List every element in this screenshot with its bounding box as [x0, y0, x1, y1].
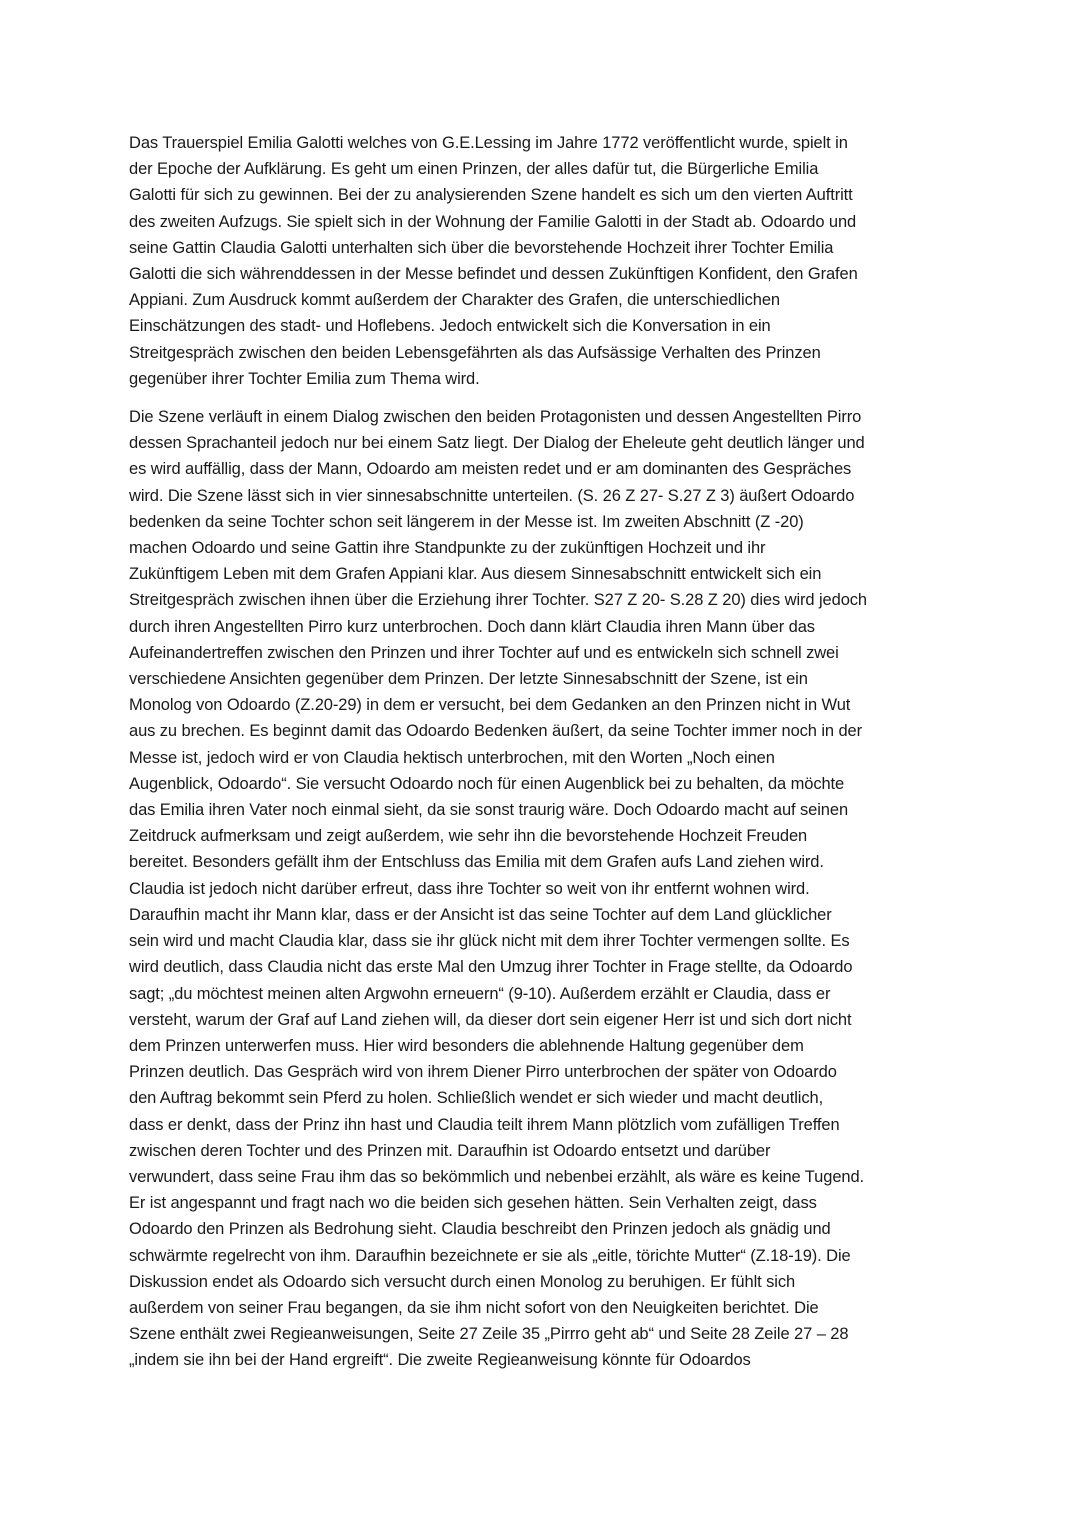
paragraph — [129, 404, 955, 1374]
text-line: Galotti die sich währenddessen in der Messe befindet und dessen Zukünftigen Konfident, den Grafen — [129, 265, 858, 284]
text-line: bedenken da seine Tochter schon seit längerem in der Messe ist. Im zweiten Abschnitt (Z -20) — [129, 512, 804, 531]
text-line: Streitgespräch zwischen ihnen über die Erziehung ihrer Tochter. S27 Z 20- S.28 Z 20) dies wird jedoch — [129, 591, 868, 610]
text-line: Claudia ist jedoch nicht darüber erfreut, dass ihre Tochter so weit von ihr entfernt wohnen wird. — [129, 879, 810, 898]
text-line: Augenblick, Odoardo“. Sie versucht Odoardo noch für einen Augenblick bei zu behalten, da möchte — [129, 774, 845, 793]
text-line: wird deutlich, dass Claudia nicht das erste Mal den Umzug ihrer Tochter in Frage stellte, da Odoardo — [129, 958, 853, 977]
text-line: seine Gattin Claudia Galotti unterhalten sich über die bevorstehende Hochzeit ihrer Tochter Emilia — [129, 238, 834, 257]
text-line: bereitet. Besonders gefällt ihm der Entschluss das Emilia mit dem Grafen aufs Land ziehen wird. — [129, 853, 824, 872]
text-line: Das Trauerspiel Emilia Galotti welches von G.E.Lessing im Jahre 1772 veröffentlicht wurde, spielt in — [129, 134, 848, 152]
text-line: des zweiten Aufzugs. Sie spielt sich in der Wohnung der Familie Galotti in der Stadt ab. Odoardo und — [129, 212, 857, 231]
text-line: Daraufhin macht ihr Mann klar, dass er der Ansicht ist das seine Tochter auf dem Land glücklicher — [129, 905, 832, 924]
text-line: außerdem von seiner Frau begangen, da sie ihm nicht sofort von den Neuigkeiten berichtet. Die — [129, 1298, 819, 1317]
text-line: den Auftrag bekommt sein Pferd zu holen. Schließlich wendet er sich wieder und macht deutlich, — [129, 1089, 824, 1108]
text-line: Einschätzungen des stadt- und Hoflebens. Jedoch entwickelt sich die Konversation in ein — [129, 317, 771, 336]
text-line: Szene enthält zwei Regieanweisungen, Seite 27 Zeile 35 „Pirrro geht ab“ und Seite 28 Zeile 27 – 28 — [129, 1325, 849, 1344]
text-line: gegenüber ihrer Tochter Emilia zum Thema wird. — [129, 369, 480, 388]
text-line: Odoardo den Prinzen als Bedrohung sieht. Claudia beschreibt den Prinzen jedoch als gnädig und — [129, 1220, 831, 1239]
text-line: dessen Sprachanteil jedoch nur bei einem Satz liegt. Der Dialog der Eheleute geht deutlich länger und — [129, 434, 865, 453]
text-line: Appiani. Zum Ausdruck kommt außerdem der Charakter des Grafen, die unterschiedlichen — [129, 291, 780, 310]
text-line: Die Szene verläuft in einem Dialog zwischen den beiden Protagonisten und dessen Angestellten Pirro — [129, 408, 862, 427]
text-line: wird. Die Szene lässt sich in vier sinnesabschnitte unterteilen. (S. 26 Z 27- S.27 Z 3) äußert Odoardo — [129, 486, 855, 505]
text-line: dem Prinzen unterwerfen muss. Hier wird besonders die ablehnende Haltung gegenüber dem — [129, 1036, 804, 1055]
document-text-body — [129, 130, 955, 1374]
text-line: zwischen deren Tochter und des Prinzen mit. Daraufhin ist Odoardo entsetzt und darüber — [129, 1141, 771, 1160]
paragraph-gap — [129, 392, 955, 404]
text-line: versteht, warum der Graf auf Land ziehen will, da dieser dort sein eigener Herr ist und sich dort nicht — [129, 1010, 852, 1029]
text-line: sein wird und macht Claudia klar, dass sie ihr glück nicht mit dem ihrer Tochter vermengen sollte. Es — [129, 932, 850, 951]
text-line: durch ihren Angestellten Pirro kurz unterbrochen. Doch dann klärt Claudia ihren Mann über das — [129, 617, 815, 636]
text-line: Messe ist, jedoch wird er von Claudia hektisch unterbrochen, mit den Worten „Noch einen — [129, 748, 775, 767]
text-line: Diskussion endet als Odoardo sich versucht durch einen Monolog zu beruhigen. Er fühlt sich — [129, 1272, 796, 1291]
text-line: sagt; „du möchtest meinen alten Argwohn erneuern“ (9-10). Außerdem erzählt er Claudia, dass er — [129, 984, 831, 1003]
text-line: verwundert, dass seine Frau ihm das so bekömmlich und nebenbei erzählt, als wäre es keine Tugend. — [129, 1167, 865, 1186]
text-line: dass er denkt, dass der Prinz ihn hast und Claudia teilt ihrem Mann plötzlich vom zufälligen Treffen — [129, 1115, 840, 1134]
text-line: aus zu brechen. Es beginnt damit das Odoardo Bedenken äußert, da seine Tochter immer noch in der — [129, 722, 863, 741]
text-line: Monolog von Odoardo (Z.20-29) in dem er versucht, bei dem Gedanken an den Prinzen nicht in Wut — [129, 696, 851, 715]
text-line: Prinzen deutlich. Das Gespräch wird von ihrem Diener Pirro unterbrochen der später von Odoardo — [129, 1063, 837, 1082]
text-line: Galotti für sich zu gewinnen. Bei der zu analysierenden Szene handelt es sich um den vierten Auftritt — [129, 186, 853, 205]
text-line: es wird auffällig, dass der Mann, Odoardo am meisten redet und er am dominanten des Gespräches — [129, 460, 852, 479]
paragraph — [129, 130, 955, 392]
text-line: Zukünftigem Leben mit dem Grafen Appiani klar. Aus diesem Sinnesabschnitt entwickelt sich ein — [129, 565, 822, 584]
text-line: „indem sie ihn bei der Hand ergreift“. Die zweite Regieanweisung könnte für Odoardos — [129, 1351, 751, 1370]
text-line: Zeitdruck aufmerksam und zeigt außerdem, wie sehr ihn die bevorstehende Hochzeit Freuden — [129, 827, 808, 846]
text-line: schwärmte regelrecht von ihm. Daraufhin bezeichnete er sie als „eitle, törichte Mutter“ (Z.18-19). Die — [129, 1246, 851, 1265]
text-line: machen Odoardo und seine Gattin ihre Standpunkte zu der zukünftigen Hochzeit und ihr — [129, 539, 766, 558]
text-line: das Emilia ihren Vater noch einmal sieht, da sie sonst traurig wäre. Doch Odoardo macht auf seinen — [129, 801, 849, 820]
text-line: Er ist angespannt und fragt nach wo die beiden sich gesehen hätten. Sein Verhalten zeigt, dass — [129, 1194, 817, 1213]
text-line: verschiedene Ansichten gegenüber dem Prinzen. Der letzte Sinnesabschnitt der Szene, ist ein — [129, 670, 808, 689]
text-line: Aufeinandertreffen zwischen den Prinzen und ihrer Tochter auf und es entwickeln sich schnell zwei — [129, 643, 839, 662]
text-line: der Epoche der Aufklärung. Es geht um einen Prinzen, der alles dafür tut, die Bürgerliche Emilia — [129, 160, 819, 179]
text-line: Streitgespräch zwischen den beiden Lebensgefährten als das Aufsässige Verhalten des Prinzen — [129, 343, 821, 362]
